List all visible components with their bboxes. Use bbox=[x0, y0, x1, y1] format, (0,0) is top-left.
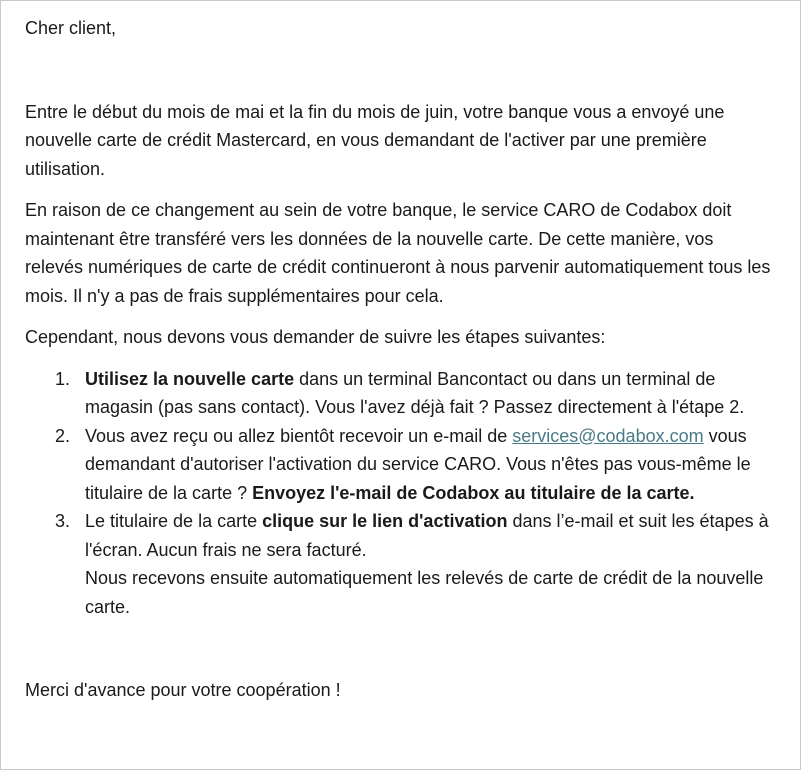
step-2-text-after: vous demandant d'autoriser l'activation du service CARO. Vous n'êtes pas vous-même le titulaire de la carte ? bbox=[85, 425, 751, 503]
step-3-text-before: Le titulaire de la carte bbox=[85, 511, 263, 531]
step-3-text-after: dans l’e-mail et suit les étapes à l'écran. Aucun frais ne sera facturé. bbox=[85, 511, 769, 560]
step-1-bold: Utilisez la nouvelle carte bbox=[85, 368, 295, 389]
step-number: 2. bbox=[55, 425, 71, 446]
greeting: Cher client, bbox=[25, 18, 117, 38]
step-1 bbox=[25, 365, 776, 422]
step-2-text-before: Vous avez reçu ou allez bientôt recevoir un e-mail de bbox=[85, 425, 513, 446]
step-3 bbox=[25, 507, 776, 621]
paragraph-transfer: En raison de ce changement au sein de votre banque, le service CARO de Codabox doit maintenant être transféré vers les données de la nouvelle carte. De cette manière, vos relevés numériques de carte de crédit continueront à nous parvenir automatiquement tous les mois. Il n'y a pas de frais supplémentaires pour cela. bbox=[25, 200, 771, 306]
email-link[interactable]: services@codabox.com bbox=[512, 425, 704, 446]
step-2 bbox=[25, 422, 776, 508]
step-3-extra: Nous recevons ensuite automatiquement les relevés de carte de crédit de la nouvelle carte. bbox=[85, 568, 764, 617]
step-number: 1. bbox=[55, 368, 71, 389]
paragraph-intro: Entre le début du mois de mai et la fin du mois de juin, votre banque vous a envoyé une nouvelle carte de crédit Mastercard, en vous demandant de l'activer par une première utilisation. bbox=[25, 101, 725, 179]
step-number: 3. bbox=[55, 511, 71, 531]
paragraph-steps-intro: Cependant, nous devons vous demander de suivre les étapes suivantes: bbox=[25, 327, 606, 347]
closing: Merci d'avance pour votre coopération ! bbox=[25, 680, 341, 700]
step-1-text: dans un terminal Bancontact ou dans un terminal de magasin (pas sans contact). Vous l'avez déjà fait ? Passez directement à l'étape 2. bbox=[85, 368, 745, 417]
steps-list bbox=[25, 365, 776, 622]
step-2-bold: Envoyez l'e-mail de Codabox au titulaire de la carte. bbox=[252, 482, 695, 503]
step-3-bold: clique sur le lien d'activation bbox=[262, 511, 508, 531]
